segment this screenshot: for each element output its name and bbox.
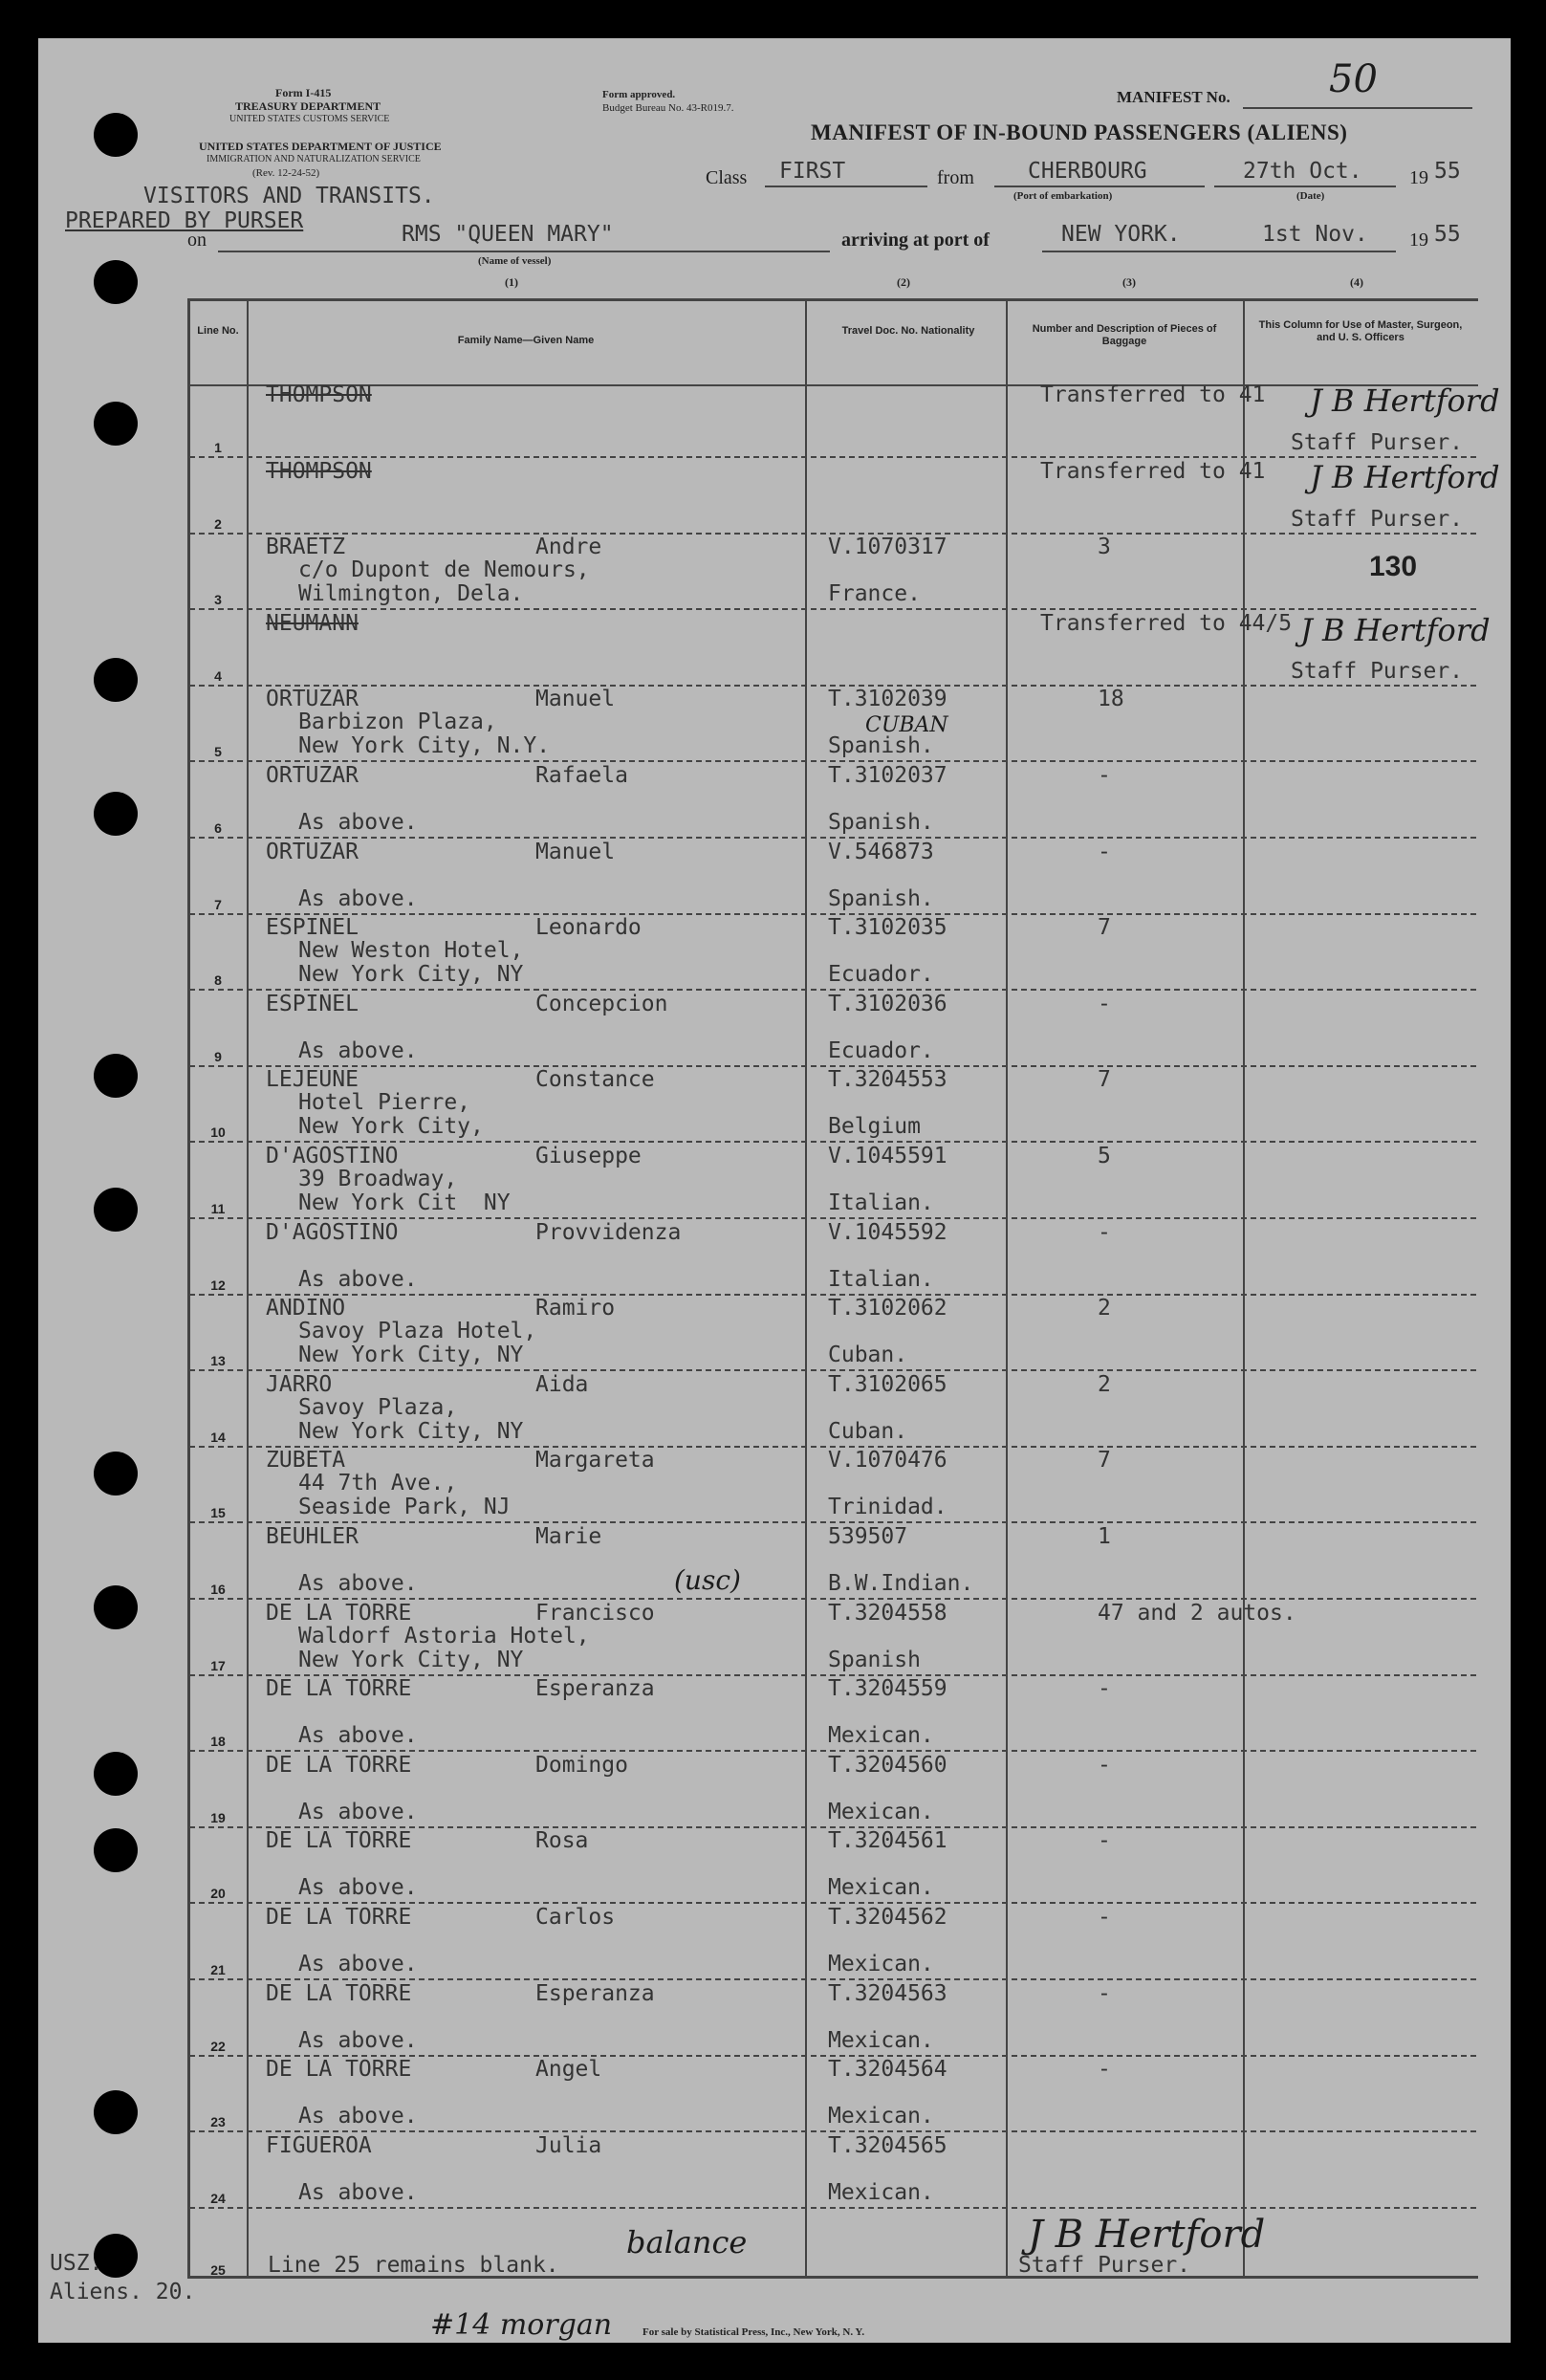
- nationality: Spanish.: [828, 810, 934, 835]
- baggage-description: -: [1098, 1828, 1111, 1854]
- nationality: Spanish.: [828, 733, 934, 759]
- year-prefix-1: 19: [1409, 167, 1428, 188]
- family-name: JARRO: [266, 1371, 333, 1397]
- vessel-line: [218, 251, 830, 252]
- address-line-2: Seaside Park, NJ: [298, 1495, 511, 1520]
- nationality: Mexican.: [828, 2179, 934, 2205]
- family-name: DE LA TORRE: [266, 1980, 412, 2006]
- line-number: 5: [214, 744, 222, 760]
- given-name: Giuseppe: [535, 1144, 642, 1168]
- col-num-3: (3): [1122, 275, 1136, 289]
- given-name: Aida: [535, 1371, 589, 1397]
- travel-document-number: V.1045591: [828, 1144, 947, 1168]
- line-number: 9: [214, 1048, 222, 1064]
- punch-hole: [94, 260, 138, 304]
- port-caption: (Port of embarkation): [1013, 190, 1113, 202]
- usc-annotation: (usc): [674, 1564, 741, 1596]
- officer-signature-2: J B Hertford: [1310, 459, 1500, 495]
- given-name: Carlos: [535, 1905, 616, 1930]
- given-name: Andre: [535, 535, 602, 560]
- travel-document-number: T.3204565: [828, 2132, 947, 2158]
- arriving-label: arriving at port of: [841, 229, 990, 251]
- manifest-number: 50: [1329, 57, 1378, 101]
- family-name: ESPINEL: [266, 991, 359, 1016]
- manifest-no-label: MANIFEST No.: [1117, 88, 1230, 106]
- customs-label: UNITED STATES CUSTOMS SERVICE: [229, 114, 390, 124]
- address-line-2: As above.: [298, 2104, 418, 2129]
- given-name: Concepcion: [535, 991, 668, 1016]
- row-border: [189, 2207, 1476, 2209]
- embarkation-date: 27th Oct.: [1243, 159, 1362, 184]
- travel-document-number: T.3102039: [828, 687, 947, 712]
- nationality: Belgium: [828, 1114, 921, 1140]
- form-approved: Form approved.: [602, 89, 676, 100]
- punch-hole: [94, 1828, 138, 1872]
- given-name: Ramiro: [535, 1296, 616, 1321]
- note-14-annotation: #14 morgan: [430, 2308, 613, 2342]
- family-name: DE LA TORRE: [266, 1828, 412, 1854]
- address-line-2: New York Cit NY: [298, 1190, 511, 1215]
- justice-label: UNITED STATES DEPARTMENT OF JUSTICE: [199, 140, 442, 153]
- baggage-description: 5: [1098, 1144, 1111, 1168]
- family-name: ORTUZAR: [266, 839, 359, 864]
- nationality: B.W.Indian.: [828, 1571, 974, 1596]
- date-line: [1214, 186, 1396, 187]
- baggage-description: -: [1098, 1752, 1111, 1778]
- staff-purser-label: Staff Purser.: [1291, 430, 1464, 455]
- address-line-2: New York City, NY: [298, 1418, 524, 1444]
- baggage-description: -: [1098, 1980, 1111, 2006]
- nationality: Trinidad.: [828, 1495, 947, 1520]
- staff-purser-label: Staff Purser.: [1291, 506, 1464, 532]
- line-number: 14: [210, 1429, 226, 1445]
- officer-signature-1: J B Hertford: [1310, 382, 1500, 419]
- class-label: Class: [706, 167, 748, 188]
- family-name: ORTUZAR: [266, 687, 359, 712]
- family-name: D'AGOSTINO: [266, 1219, 399, 1245]
- punch-hole: [94, 1054, 138, 1098]
- nationality: Mexican.: [828, 1952, 934, 1976]
- baggage-description: -: [1098, 1905, 1111, 1930]
- given-name: Francisco: [535, 1600, 655, 1626]
- officer-signature-3: J B Hertford: [1300, 612, 1491, 648]
- visitors-transits: VISITORS AND TRANSITS.: [143, 184, 435, 208]
- travel-document-number: T.3102036: [828, 991, 947, 1016]
- line-number: 10: [210, 1124, 226, 1141]
- address-line-2: As above.: [298, 810, 418, 835]
- class-line: [765, 186, 927, 187]
- line-number: 17: [210, 1657, 226, 1673]
- punch-hole: [94, 792, 138, 836]
- arrival-line: [1042, 251, 1396, 252]
- travel-document-number: T.3102035: [828, 915, 947, 941]
- travel-document-number: V.546873: [828, 839, 934, 864]
- nationality: Spanish: [828, 1647, 921, 1672]
- address-line-2: As above.: [298, 1799, 418, 1824]
- line-number: 8: [214, 972, 222, 989]
- line-number: 1: [214, 440, 222, 455]
- address-line-2: As above.: [298, 1875, 418, 1901]
- family-name: DE LA TORRE: [266, 1905, 412, 1930]
- nationality: Spanish.: [828, 885, 934, 911]
- address-line-2: New York City, NY: [298, 1647, 524, 1672]
- address-line-2: As above.: [298, 2027, 418, 2053]
- given-name: Rafaela: [535, 763, 628, 788]
- punch-hole: [94, 2090, 138, 2134]
- line-number: 18: [210, 1734, 226, 1750]
- nationality: Mexican.: [828, 1723, 934, 1749]
- baggage-description: 7: [1098, 1067, 1111, 1093]
- port-line: [994, 186, 1205, 187]
- travel-document-number: T.3204559: [828, 1676, 947, 1702]
- address-line-1: Savoy Plaza Hotel,: [298, 1319, 537, 1344]
- family-name: DE LA TORRE: [266, 1752, 412, 1778]
- line-number: 3: [214, 592, 222, 608]
- col-header-baggage: Number and Description of Pieces of Baggage: [1032, 323, 1217, 347]
- baggage-description: -: [1098, 763, 1111, 788]
- line-number: 23: [210, 2114, 226, 2130]
- address-line-2: New York City, NY: [298, 1343, 524, 1368]
- nationality: Cuban.: [828, 1343, 908, 1368]
- nationality: Italian.: [828, 1190, 934, 1215]
- line-number: 22: [210, 2038, 226, 2054]
- travel-document-number: V.1045592: [828, 1219, 947, 1245]
- address-line-1: Barbizon Plaza,: [298, 710, 497, 735]
- line-number-25: 25: [210, 2262, 226, 2278]
- address-line-2: As above.: [298, 2179, 418, 2205]
- travel-document-number: T.3204563: [828, 1980, 947, 2006]
- given-name: Provvidenza: [535, 1219, 682, 1245]
- line-number: 4: [214, 667, 222, 684]
- baggage-description: 7: [1098, 1448, 1111, 1474]
- family-name: NEUMANN: [266, 610, 359, 636]
- baggage-description: Transferred to 41: [1040, 458, 1266, 484]
- family-name: BRAETZ: [266, 535, 346, 560]
- baggage-description: Transferred to 44/5: [1040, 610, 1293, 636]
- table-header-border: [187, 384, 1478, 386]
- travel-document-number: T.3204564: [828, 2057, 947, 2083]
- year-2: 55: [1434, 222, 1461, 247]
- family-name: BEUHLER: [266, 1524, 359, 1549]
- family-name: LEJEUNE: [266, 1067, 359, 1093]
- address-line-2: As above.: [298, 1266, 418, 1292]
- punch-hole: [94, 1585, 138, 1629]
- revision-label: (Rev. 12-24-52): [252, 167, 320, 179]
- line-number: 2: [214, 515, 222, 532]
- arrival-date: 1st Nov.: [1262, 222, 1368, 247]
- address-line-1: c/o Dupont de Nemours,: [298, 557, 590, 583]
- baggage-description: -: [1098, 1676, 1111, 1702]
- col-num-2: (2): [897, 275, 910, 289]
- baggage-description: -: [1098, 839, 1111, 864]
- given-name: Constance: [535, 1067, 655, 1093]
- row-border: [189, 456, 1476, 458]
- manifest-no-line: [1243, 107, 1472, 109]
- manifest-title: MANIFEST OF IN-BOUND PASSENGERS (ALIENS): [811, 120, 1348, 144]
- baggage-description: -: [1098, 1219, 1111, 1245]
- vessel-name: RMS "QUEEN MARY": [402, 222, 614, 247]
- nationality: Mexican.: [828, 2104, 934, 2129]
- baggage-description: -: [1098, 991, 1111, 1016]
- cuban-annotation: CUBAN: [865, 713, 948, 737]
- form-number: Form I-415: [275, 86, 332, 99]
- nationality: Cuban.: [828, 1418, 908, 1444]
- travel-document-number: T.3204560: [828, 1752, 947, 1778]
- family-name: THOMPSON: [266, 382, 372, 407]
- baggage-description: 47 and 2 autos.: [1098, 1600, 1296, 1626]
- travel-document-number: T.3204558: [828, 1600, 947, 1626]
- address-line-2: New York City, N.Y.: [298, 733, 551, 759]
- travel-document-number: T.3204553: [828, 1067, 947, 1093]
- travel-document-number: T.3204561: [828, 1828, 947, 1854]
- line-number: 15: [210, 1505, 226, 1521]
- nationality: Italian.: [828, 1266, 934, 1292]
- year-prefix-2: 19: [1409, 229, 1428, 251]
- footer-sale: For sale by Statistical Press, Inc., New York, N. Y.: [642, 2326, 865, 2338]
- family-name: THOMPSON: [266, 458, 372, 484]
- family-name: DE LA TORRE: [266, 1676, 412, 1702]
- table-top-border: [187, 298, 1478, 301]
- given-name: Angel: [535, 2057, 602, 2083]
- line-number: 12: [210, 1277, 226, 1293]
- punch-hole: [94, 658, 138, 702]
- family-name: DE LA TORRE: [266, 1600, 412, 1626]
- line-number: 19: [210, 1809, 226, 1825]
- address-line-2: As above.: [298, 1723, 418, 1749]
- address-line-1: 39 Broadway,: [298, 1167, 458, 1191]
- family-name: ANDINO: [266, 1296, 346, 1321]
- col-header-line-no: Line No.: [197, 325, 239, 337]
- line-number: 13: [210, 1353, 226, 1369]
- line-number: 24: [210, 2190, 226, 2206]
- travel-document-number: T.3102065: [828, 1371, 947, 1397]
- address-line-1: Waldorf Astoria Hotel,: [298, 1623, 590, 1649]
- address-line-1: 44 7th Ave.,: [298, 1471, 458, 1496]
- prepared-by-purser: PREPARED BY PURSER: [65, 208, 304, 233]
- address-line-2: Wilmington, Dela.: [298, 581, 524, 607]
- family-name: ESPINEL: [266, 915, 359, 941]
- given-name: Domingo: [535, 1752, 628, 1778]
- address-line-2: As above.: [298, 885, 418, 911]
- treasury-label: TREASURY DEPARTMENT: [235, 99, 381, 113]
- from-label: from: [937, 167, 974, 188]
- travel-document-number: T.3102062: [828, 1296, 947, 1321]
- ins-label: IMMIGRATION AND NATURALIZATION SERVICE: [207, 154, 421, 164]
- punch-hole: [94, 402, 138, 446]
- travel-document-number: V.1070476: [828, 1448, 947, 1474]
- baggage-description: 3: [1098, 535, 1111, 560]
- year-1: 55: [1434, 159, 1461, 184]
- baggage-description: 1: [1098, 1524, 1111, 1549]
- col-header-name: Family Name—Given Name: [457, 335, 595, 346]
- nationality: Ecuador.: [828, 962, 934, 988]
- given-name: Margareta: [535, 1448, 655, 1474]
- address-line-1: Savoy Plaza,: [298, 1394, 458, 1420]
- given-name: Manuel: [535, 839, 616, 864]
- address-line-1: New Weston Hotel,: [298, 938, 524, 964]
- travel-document-number: T.3204562: [828, 1905, 947, 1930]
- line-number: 7: [214, 896, 222, 912]
- col-num-4: (4): [1350, 275, 1363, 289]
- line-number: 21: [210, 1962, 226, 1977]
- travel-document-number: T.3102037: [828, 763, 947, 788]
- baggage-description: Transferred to 41: [1040, 382, 1266, 407]
- family-name: ORTUZAR: [266, 763, 359, 788]
- budget-bureau: Budget Bureau No. 43-R019.7.: [602, 102, 734, 114]
- line-number: 11: [210, 1201, 226, 1216]
- nationality: Mexican.: [828, 1875, 934, 1901]
- footer-aliens: Aliens. 20.: [50, 2280, 196, 2304]
- vessel-caption: (Name of vessel): [478, 255, 552, 267]
- given-name: Esperanza: [535, 1980, 655, 2006]
- col-num-1: (1): [505, 275, 518, 289]
- address-line-2: As above.: [298, 1952, 418, 1976]
- nationality: Ecuador.: [828, 1037, 934, 1063]
- given-name: Leonardo: [535, 915, 642, 941]
- address-line-1: Hotel Pierre,: [298, 1090, 471, 1116]
- given-name: Marie: [535, 1524, 602, 1549]
- punch-hole: [94, 113, 138, 157]
- staff-purser-label: Staff Purser.: [1291, 658, 1464, 684]
- line-25-text: Line 25 remains blank.: [268, 2253, 559, 2278]
- officer-count: 130: [1369, 551, 1418, 582]
- travel-document-number: V.1070317: [828, 535, 947, 560]
- given-name: Rosa: [535, 1828, 589, 1854]
- line-number: 16: [210, 1582, 226, 1597]
- col-header-officers: This Column for Use of Master, Surgeon, and U. S. Officers: [1258, 319, 1463, 343]
- baggage-description: -: [1098, 2057, 1111, 2083]
- line-number: 6: [214, 820, 222, 836]
- travel-document-number: 539507: [828, 1524, 908, 1549]
- punch-hole: [94, 1452, 138, 1496]
- baggage-description: 2: [1098, 1371, 1111, 1397]
- port-of-embarkation: CHERBOURG: [1028, 159, 1147, 184]
- address-line-2: As above.: [298, 1571, 418, 1596]
- arrival-port: NEW YORK.: [1061, 222, 1181, 247]
- baggage-description: 2: [1098, 1296, 1111, 1321]
- baggage-description: 7: [1098, 915, 1111, 941]
- address-line-2: New York City,: [298, 1114, 484, 1140]
- baggage-description: 18: [1098, 687, 1124, 712]
- punch-hole: [94, 1188, 138, 1232]
- balance-annotation: balance: [626, 2224, 748, 2260]
- line-number: 20: [210, 1886, 226, 1902]
- given-name: Manuel: [535, 687, 616, 712]
- family-name: ZUBETA: [266, 1448, 346, 1474]
- nationality: France.: [828, 581, 921, 607]
- family-name: FIGUEROA: [266, 2132, 372, 2158]
- date-caption: (Date): [1296, 190, 1325, 202]
- address-line-2: New York City, NY: [298, 962, 524, 988]
- address-line-2: As above.: [298, 1037, 418, 1063]
- footer-usz: USZ.: [50, 2251, 103, 2276]
- final-signature: J B Hertford: [1028, 2213, 1266, 2257]
- family-name: DE LA TORRE: [266, 2057, 412, 2083]
- class-value: FIRST: [779, 159, 846, 184]
- on-label: on: [187, 229, 207, 251]
- given-name: Julia: [535, 2132, 602, 2158]
- nationality: Mexican.: [828, 1799, 934, 1824]
- punch-hole: [94, 1752, 138, 1796]
- nationality: Mexican.: [828, 2027, 934, 2053]
- family-name: D'AGOSTINO: [266, 1144, 399, 1168]
- given-name: Esperanza: [535, 1676, 655, 1702]
- col-header-travel-doc: Travel Doc. No. Nationality: [841, 325, 975, 337]
- line-25-staff-purser: Staff Purser.: [1018, 2253, 1191, 2278]
